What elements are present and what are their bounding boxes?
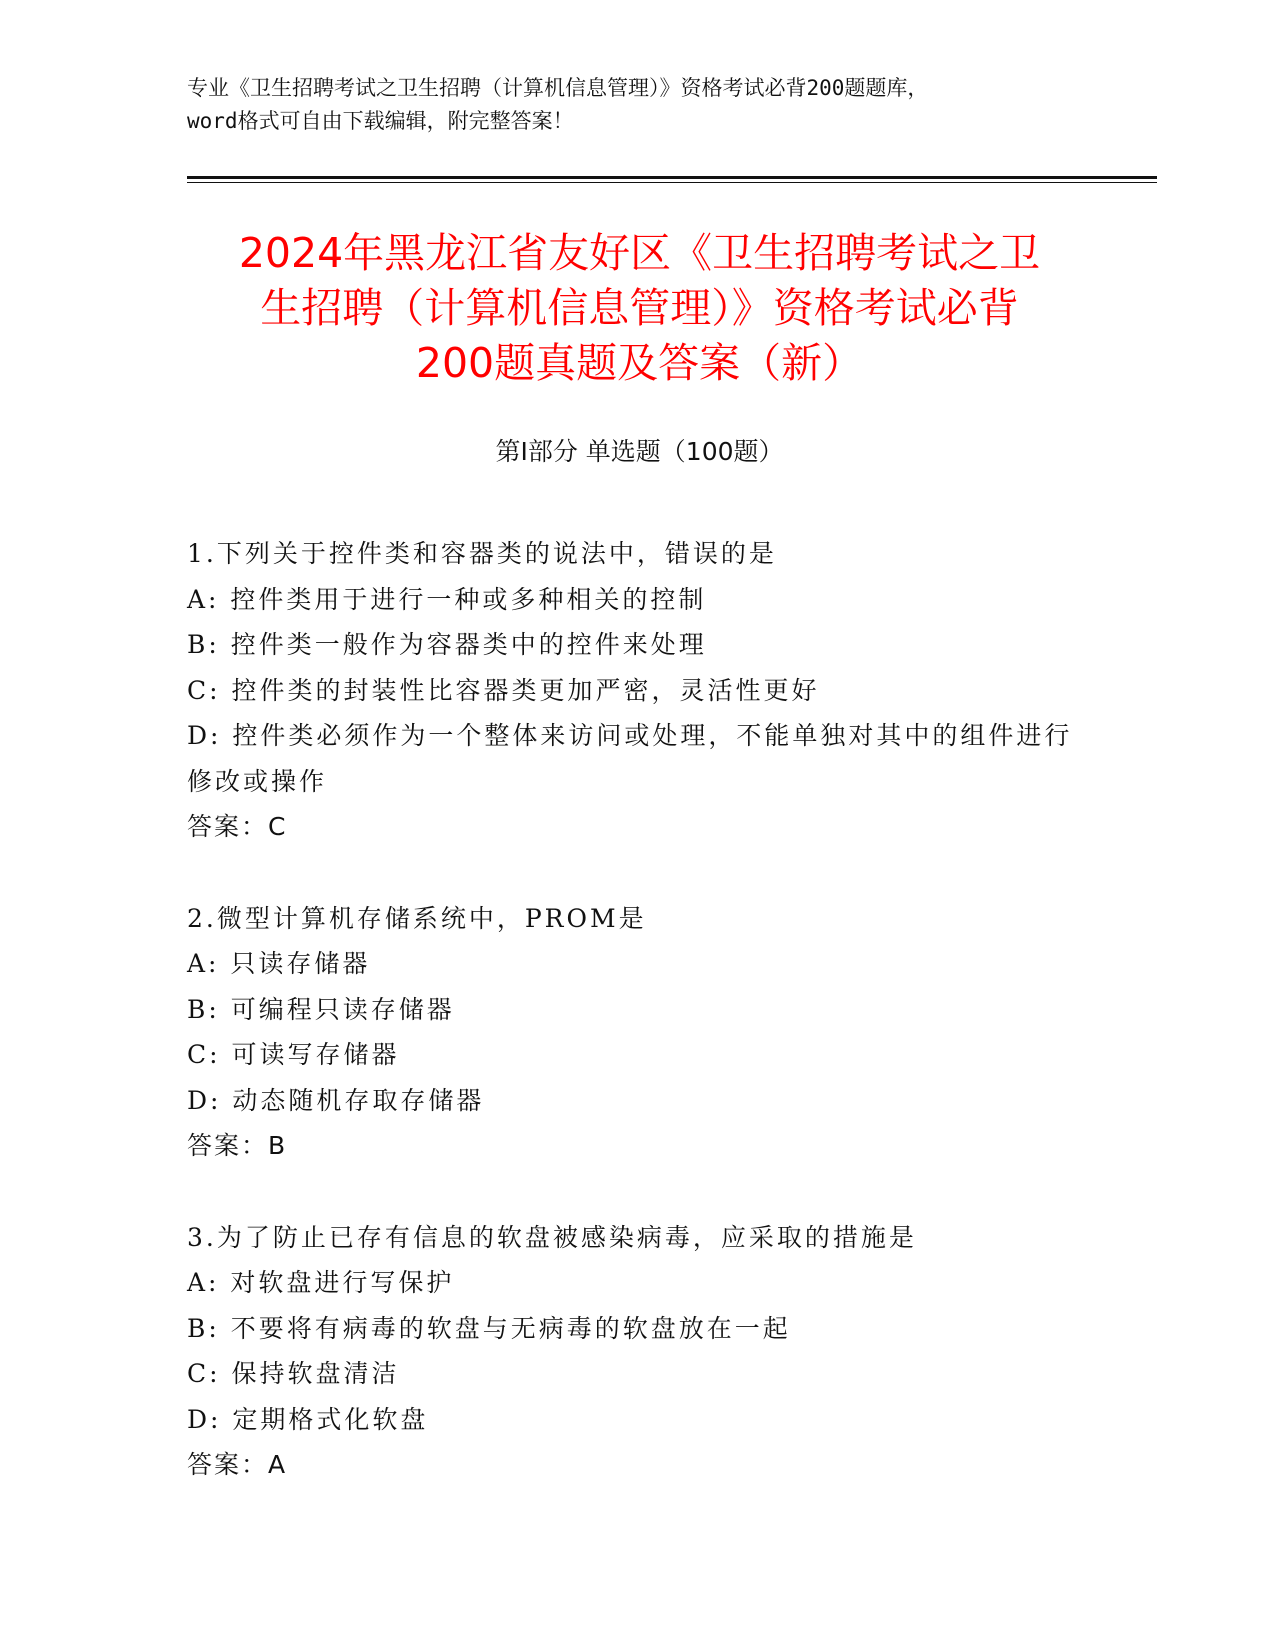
document-title <box>187 226 1092 391</box>
header-rule-thin <box>187 182 1157 183</box>
document-title-line-1: 2024年黑龙江省友好区《卫生招聘考试之卫 <box>238 229 1041 277</box>
option-b: B: 可编程只读存储器 <box>187 994 455 1024</box>
option-c: C: 可读写存储器 <box>187 1040 400 1069</box>
answer-line: 答案：C <box>187 812 288 841</box>
header-note-line-2: word格式可自由下载编辑，附完整答案！ <box>187 109 574 133</box>
answer-line: 答案：A <box>187 1450 288 1479</box>
option-c: C: 控件类的封装性比容器类更加严密，灵活性更好 <box>187 675 820 705</box>
question-stem: 3.为了防止已存有信息的软盘被感染病毒，应采取的措施是 <box>187 1222 917 1252</box>
option-d: D: 控件类必须作为一个整体来访问或处理，不能单独对其中的组件进行修改或操作 <box>187 721 1073 796</box>
option-b: B: 不要将有病毒的软盘与无病毒的软盘放在一起 <box>187 1313 791 1343</box>
option-a: A: 只读存储器 <box>187 949 371 978</box>
question-stem: 2.微型计算机存储系统中，PROM是 <box>187 903 647 933</box>
option-b: B: 控件类一般作为容器类中的控件来处理 <box>187 630 707 659</box>
option-a: A: 对软盘进行写保护 <box>187 1268 455 1297</box>
question-item <box>187 531 1087 850</box>
document-title-line-2: 生招聘（计算机信息管理）》资格考试必背 <box>260 284 1019 332</box>
document-title-line-3: 200题真题及答案（新） <box>415 339 864 387</box>
option-d: D: 定期格式化软盘 <box>187 1404 429 1434</box>
option-a: A: 控件类用于进行一种或多种相关的控制 <box>187 584 707 614</box>
option-d: D: 动态随机存取存储器 <box>187 1085 485 1115</box>
question-stem: 1.下列关于控件类和容器类的说法中，错误的是 <box>187 539 777 568</box>
header-note <box>187 72 1087 138</box>
option-c: C: 保持软盘清洁 <box>187 1359 400 1388</box>
question-list <box>187 531 1087 1534</box>
header-note-line-1: 专业《卫生招聘考试之卫生招聘（计算机信息管理）》资格考试必背200题题库， <box>187 76 929 100</box>
question-item <box>187 1215 1087 1488</box>
answer-line: 答案：B <box>187 1131 288 1160</box>
header-rule-thick <box>187 176 1157 179</box>
question-item <box>187 896 1087 1169</box>
section-title: 第Ⅰ部分 单选题（100题） <box>495 437 784 466</box>
